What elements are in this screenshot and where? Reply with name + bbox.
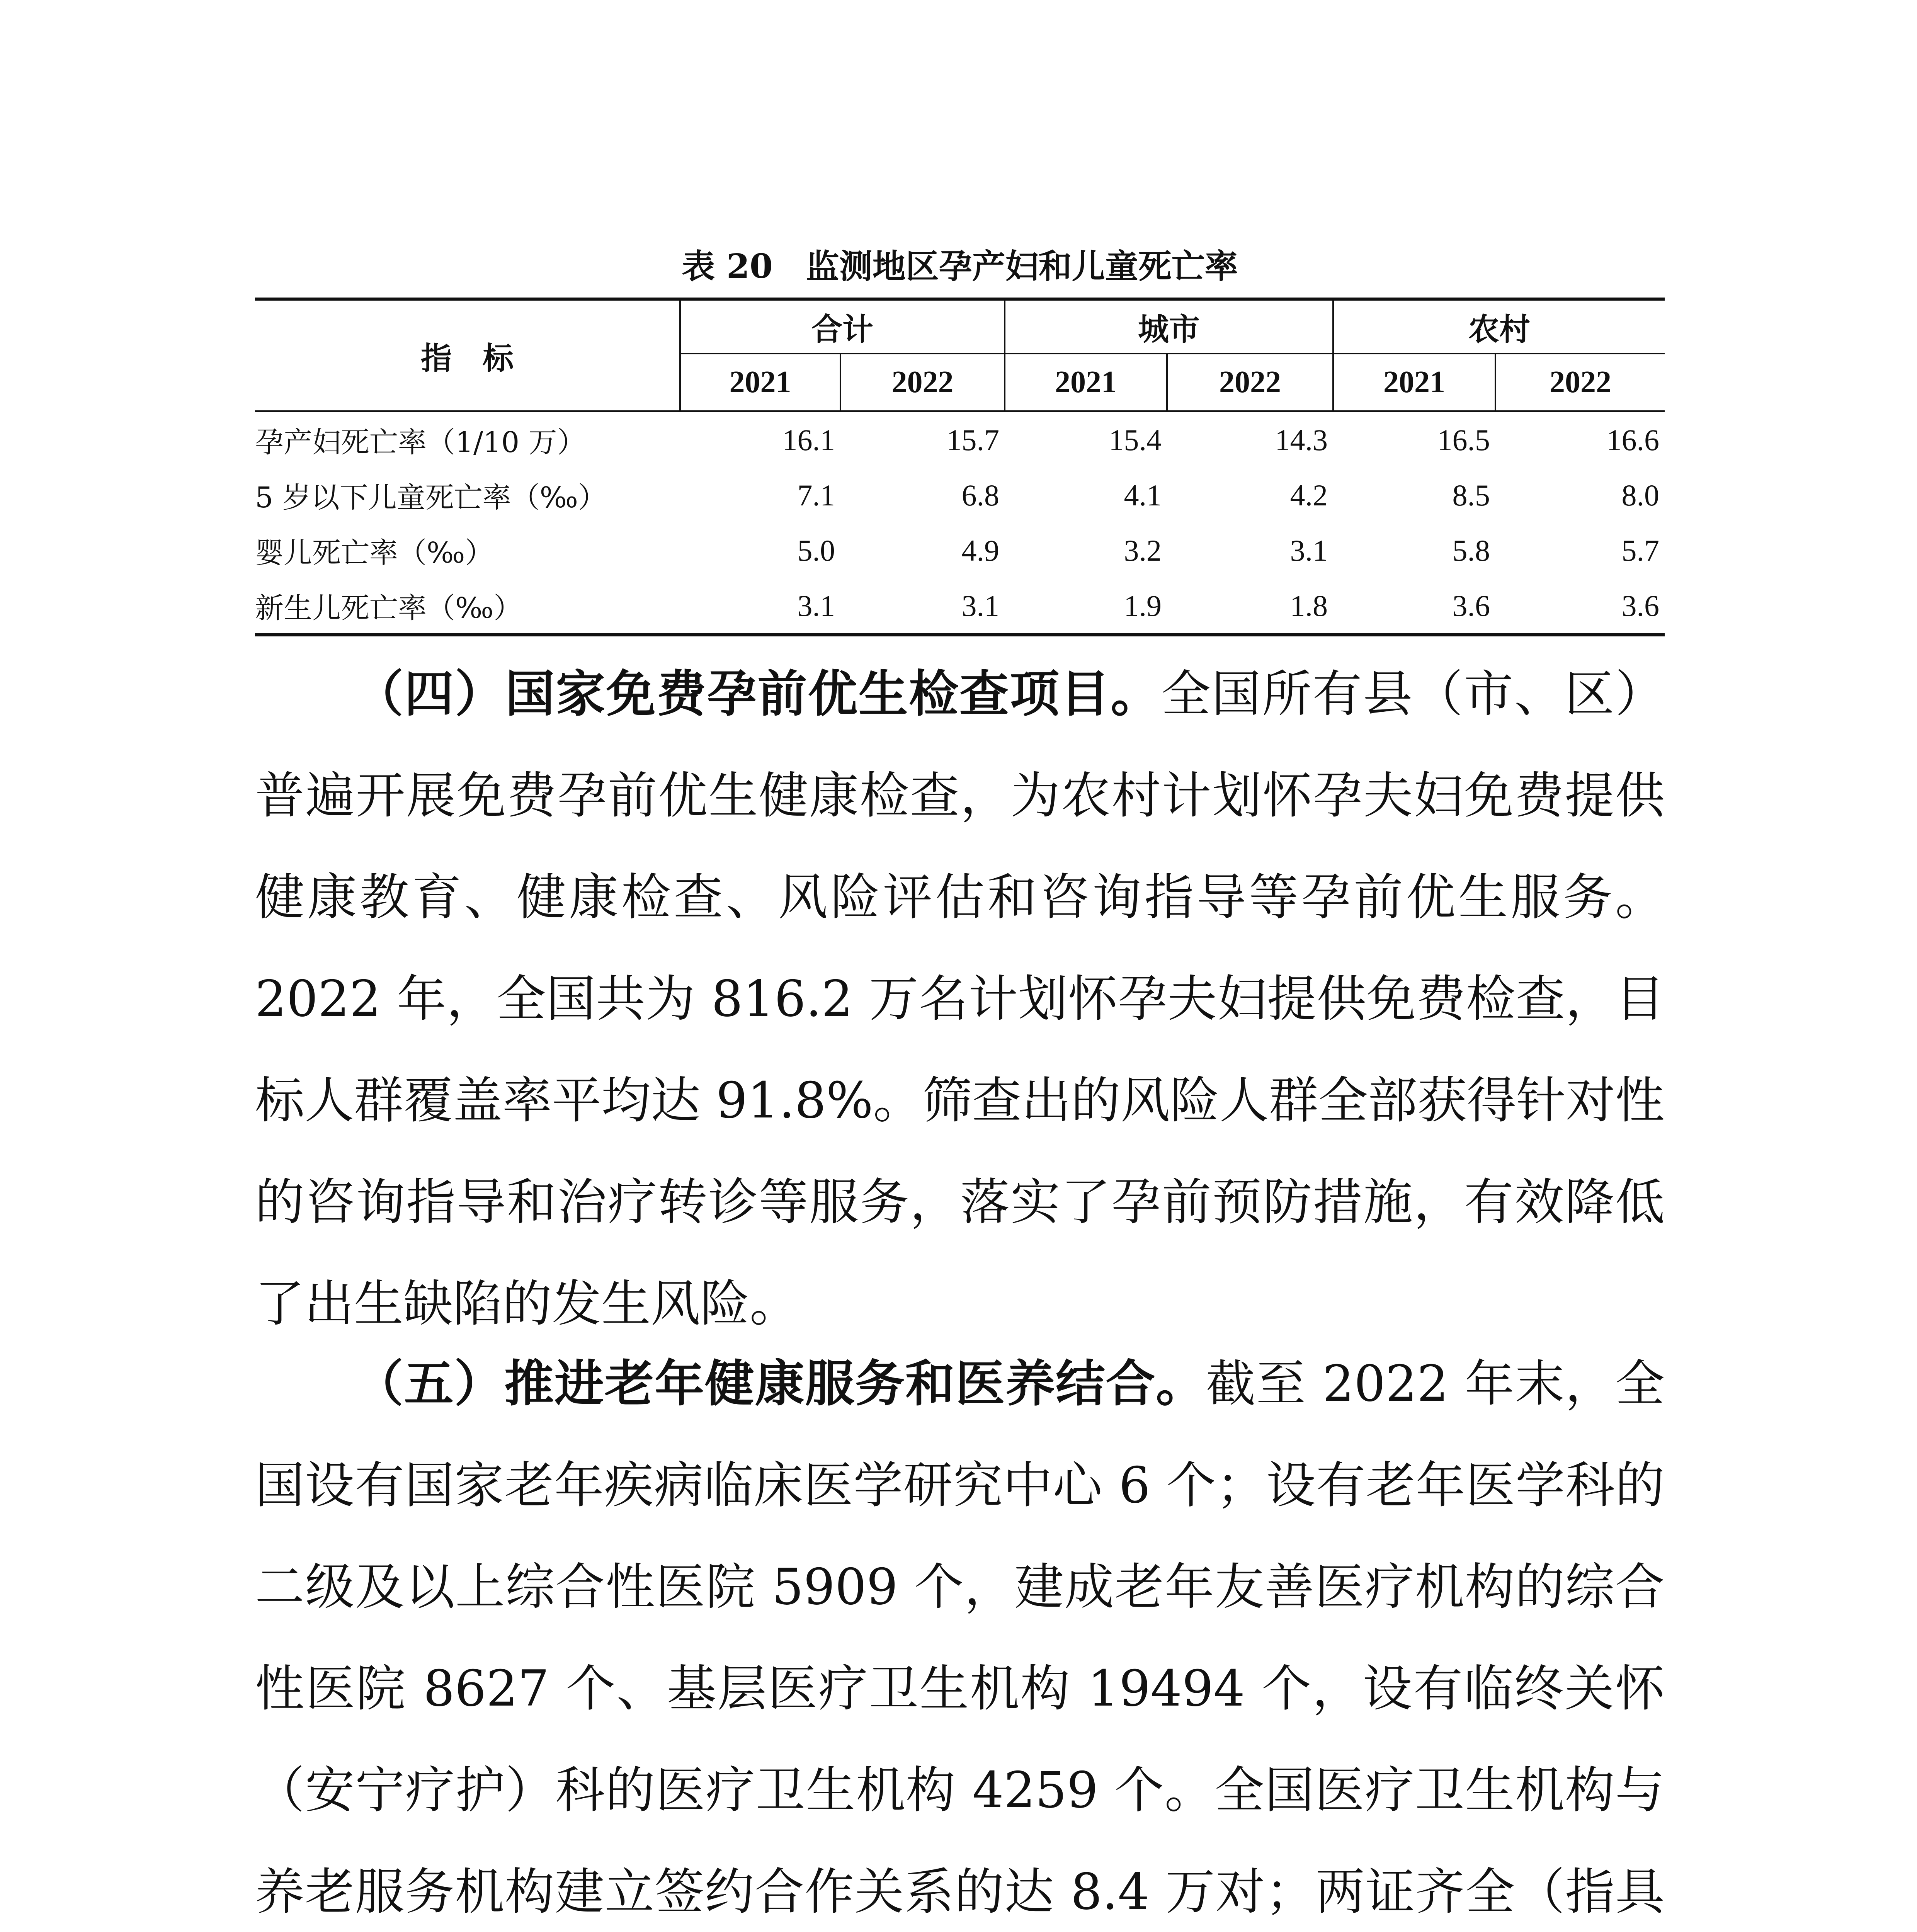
paragraph-lead: （四）国家免费孕前优生检查项目。 xyxy=(354,665,1161,723)
table-cell: 8.0 xyxy=(1621,478,1659,512)
paragraph-preconception-checkup xyxy=(255,643,1665,1355)
row-label: 孕产妇死亡率（1/10 万） xyxy=(255,425,586,459)
table-cell: 3.1 xyxy=(1290,533,1328,567)
paragraph-text: 全国所有县（市、区）普遍开展免费孕前优生健康检查，为农村计划怀孕夫妇免费提供健康教育、健康检查、风险评估和咨询指导等孕前优生服务。2022 年，全国共为 816.2 万名计划怀孕夫妇提供免费检查，目标人群覆盖率平均达 91.8%。筛查出的风险人群全部获得针对性的咨询指导和治疗转诊等服务，落实了孕前预防措施，有效降低了出生缺陷的发生风险。 xyxy=(255,665,1665,1333)
table-cell: 4.1 xyxy=(1124,478,1162,512)
table-cell: 4.9 xyxy=(961,533,999,567)
table-cell: 3.2 xyxy=(1124,533,1162,567)
table-cell: 5.7 xyxy=(1621,533,1659,567)
row-label: 新生儿死亡率（‰） xyxy=(255,578,680,635)
header-group-urban: 城市 xyxy=(1005,299,1333,354)
header-indicator: 指 标 xyxy=(255,299,680,412)
table-cell: 3.6 xyxy=(1333,578,1495,635)
header-year: 2022 xyxy=(1495,354,1665,412)
table-cell: 16.5 xyxy=(1437,423,1490,457)
table-cell: 3.1 xyxy=(680,578,840,635)
header-year: 2021 xyxy=(680,354,840,412)
table-cell: 7.1 xyxy=(797,478,835,512)
paragraph-text: 截至 2022 年末，全国设有国家老年疾病临床医学研究中心 6 个；设有老年医学科的二级及以上综合性医院 5909 个，建成老年友善医疗机构的综合性医院 8627 个、基层医疗卫生机构 19494 个，设有临终关怀（安宁疗护）科的医疗卫生机构 4259 个。全国医疗卫生机构与养老服务机构建立签约合作关系的达 8.4 万对；两证齐全（指具 xyxy=(255,1355,1665,1921)
header-year: 2022 xyxy=(840,354,1005,412)
table-cell: 15.7 xyxy=(946,423,999,457)
table-cell: 3.1 xyxy=(840,578,1005,635)
header-year: 2021 xyxy=(1005,354,1167,412)
table-cell: 16.1 xyxy=(782,423,835,457)
table-cell: 1.8 xyxy=(1167,578,1333,635)
row-label: 婴儿死亡率（‰） xyxy=(255,536,494,570)
table-row xyxy=(255,578,1665,635)
mortality-table xyxy=(255,298,1665,636)
table-cell: 16.6 xyxy=(1606,423,1659,457)
table-caption: 表 20 监测地区孕产妇和儿童死亡率 xyxy=(682,247,1238,286)
header-year: 2022 xyxy=(1167,354,1333,412)
header-group-rural: 农村 xyxy=(1333,299,1665,354)
table-cell: 5.0 xyxy=(797,533,835,567)
table-cell: 14.3 xyxy=(1275,423,1328,457)
table-row xyxy=(255,412,1665,468)
header-group-total: 合计 xyxy=(680,299,1005,354)
table-cell: 4.2 xyxy=(1290,478,1328,512)
table-row xyxy=(255,468,1665,523)
row-label: 5 岁以下儿童死亡率（‰） xyxy=(255,481,607,514)
paragraph-elderly-health xyxy=(255,1333,1665,1932)
table-cell: 15.4 xyxy=(1109,423,1162,457)
table-row xyxy=(255,523,1665,578)
table-cell: 3.6 xyxy=(1495,578,1665,635)
table-cell: 5.8 xyxy=(1452,533,1490,567)
table-cell: 1.9 xyxy=(1005,578,1167,635)
paragraph-lead: （五）推进老年健康服务和医养结合。 xyxy=(354,1355,1206,1413)
table-cell: 8.5 xyxy=(1452,478,1490,512)
table-cell: 6.8 xyxy=(961,478,999,512)
header-year: 2021 xyxy=(1333,354,1495,412)
